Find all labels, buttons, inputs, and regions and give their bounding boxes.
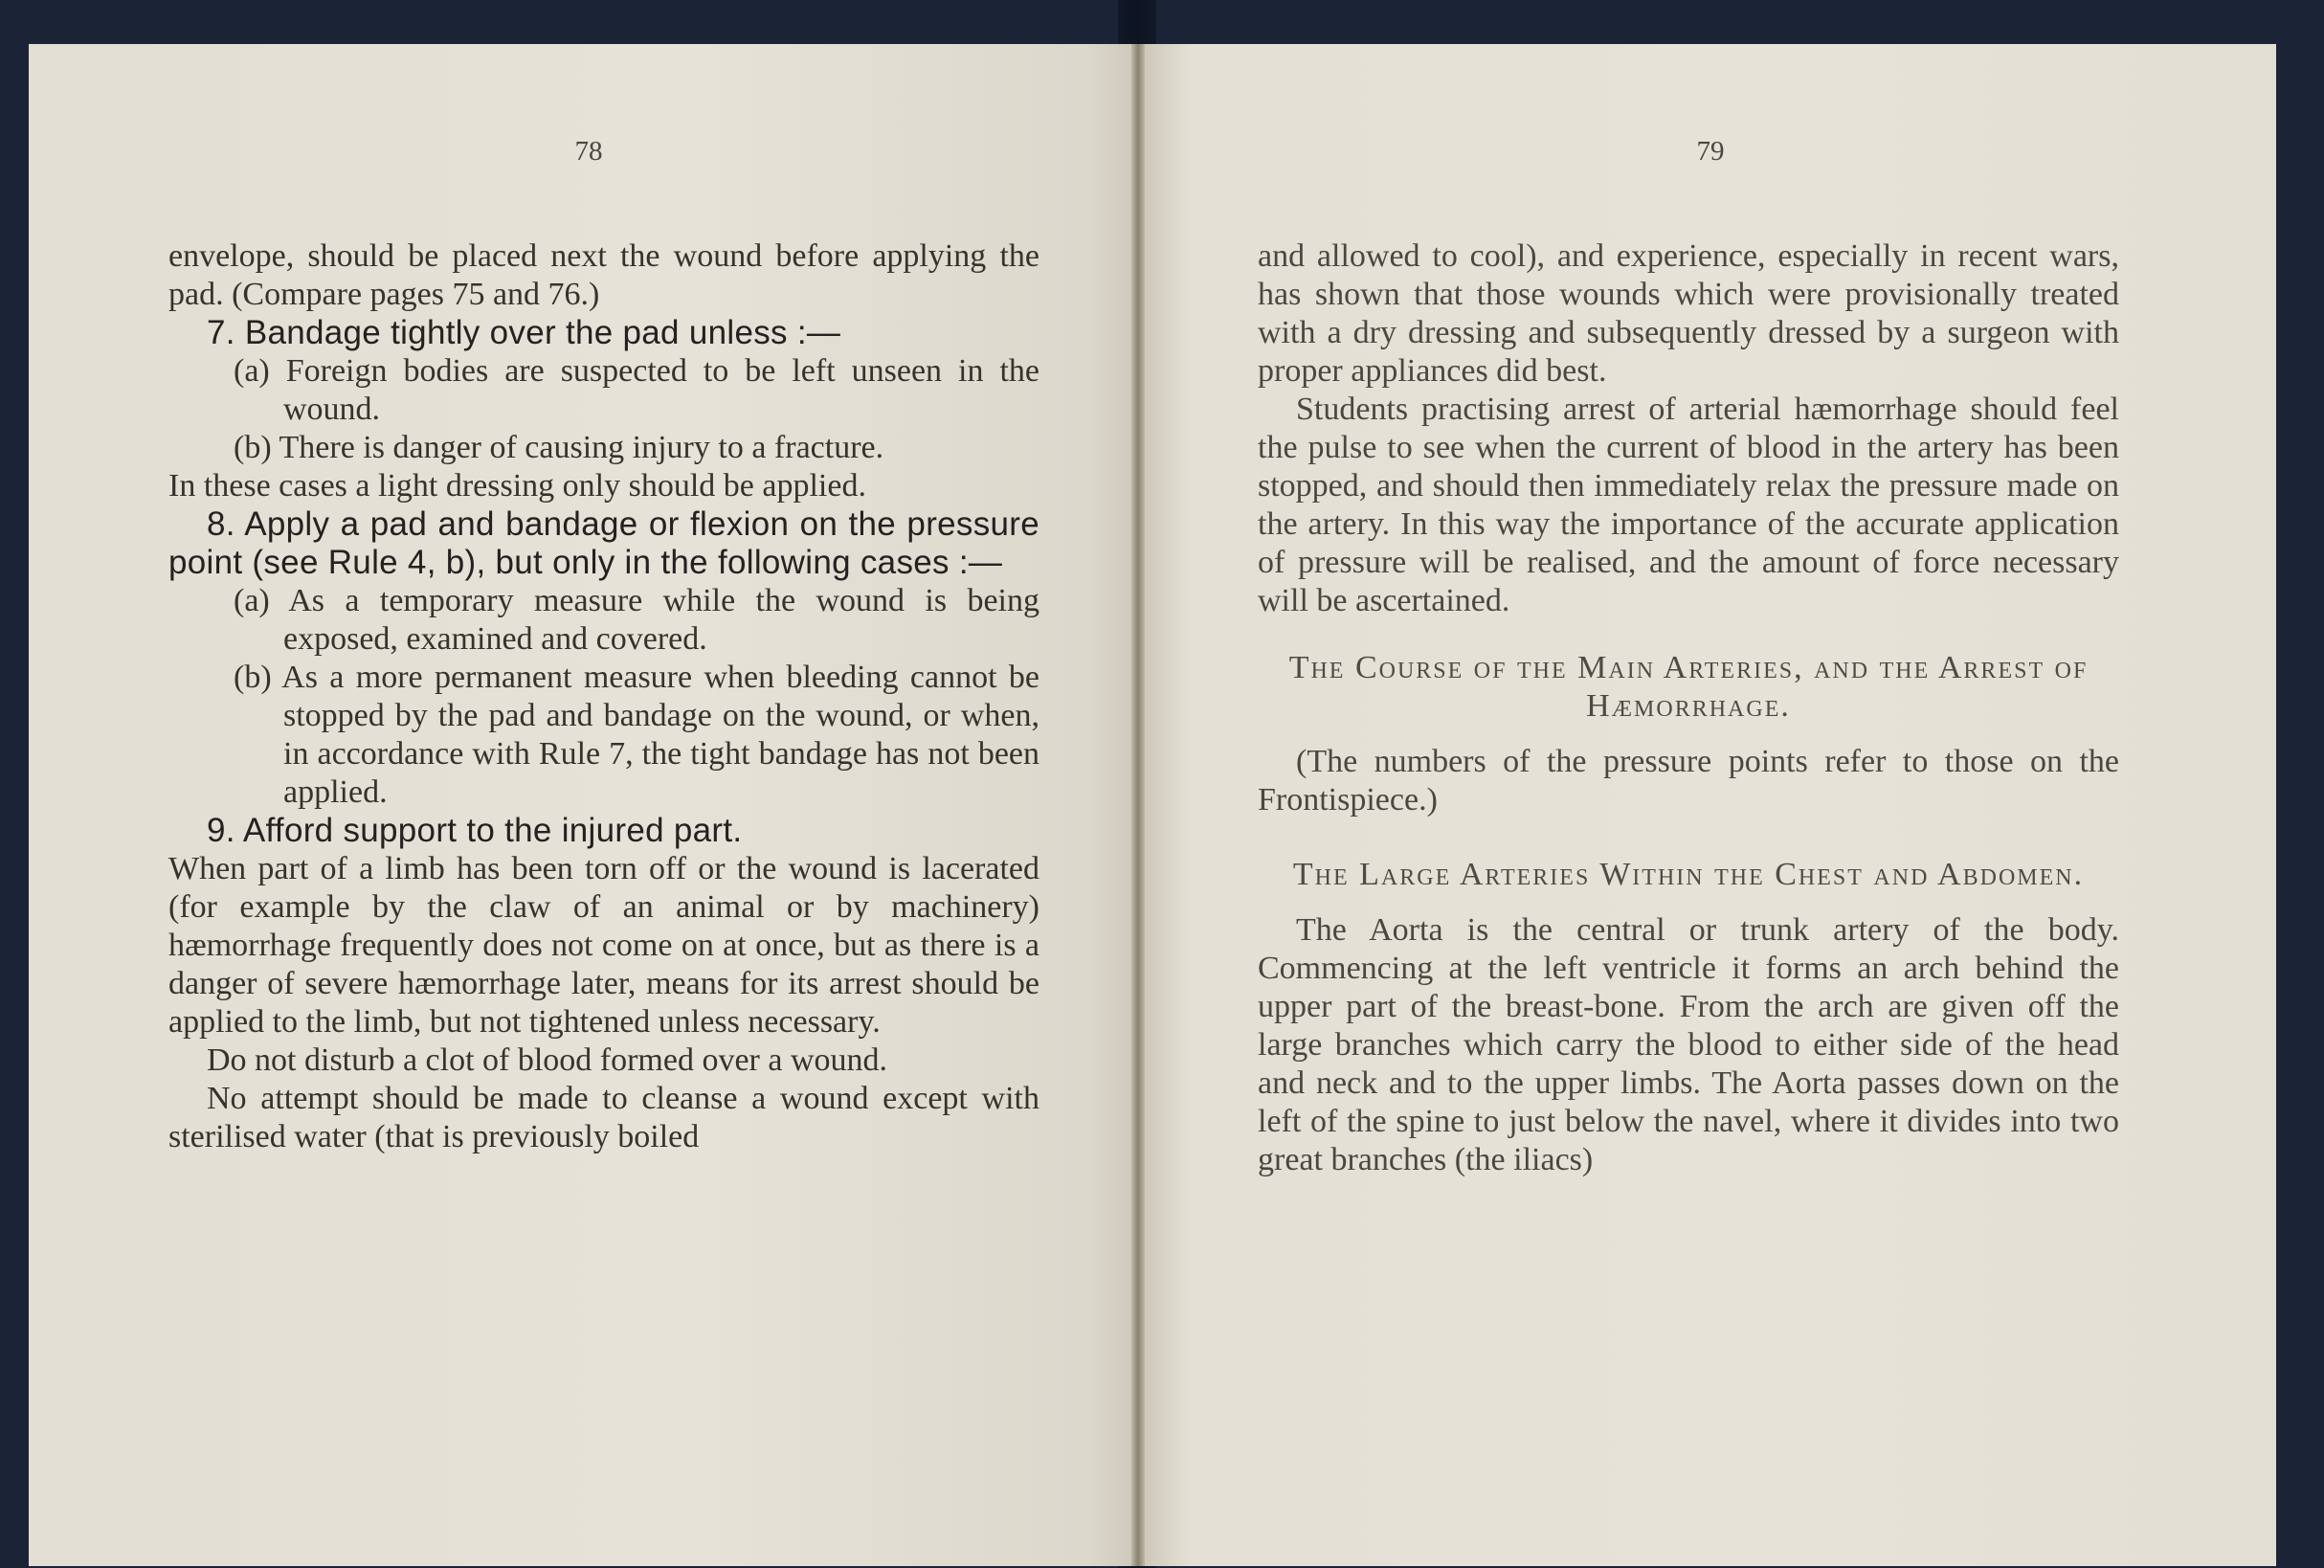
page-number-right: 79 — [1696, 136, 1725, 167]
rule-7-item-b: (b) There is danger of causing injury to a fracture. — [234, 430, 884, 465]
paragraph-frontispiece-note: (The numbers of the pressure points refer to those on the Frontispiece.) — [1258, 744, 2119, 818]
paragraph-aorta: The Aorta is the central or trunk artery of the body. Commencing at the left ventricle it forms an arch behind the upper part of the breast-bone. From the arch are given off the large branches which carry the blood to either side of the head and neck and to the upper limbs. The Aorta passes down on the left of the spine to just below the navel, where it divides into two great branches (the iliacs) — [1258, 912, 2119, 1177]
paragraph-clot: Do not disturb a clot of blood formed over a wound. — [207, 1042, 888, 1078]
rule-8-item-a: (a) As a temporary measure while the wound is being exposed, examined and covered. — [234, 583, 1039, 657]
right-page-text — [1258, 237, 2119, 1179]
paragraph-cleanse: No attempt should be made to cleanse a wound except with sterilised water (that is previously boiled — [168, 1081, 1039, 1154]
paragraph-torn-limb: When part of a limb has been torn off or the wound is lacerated (for example by the claw of an animal or by machinery) hæmorrhage frequently does not come on at once, but as there is a danger of severe hæmorrhage later, means for its arrest should be applied to the limb, but not tightened unless necessary. — [168, 851, 1039, 1040]
rule-8-heading: 8. Apply a pad and bandage or flexion on the pressure point (see Rule 4, b), but only in the following cases :— — [168, 505, 1039, 581]
book-gutter — [1131, 44, 1145, 1566]
paragraph-students: Students practising arrest of arterial hæmorrhage should feel the pulse to see when the current of blood in the artery has been stopped, and should then immediately relax the pressure made on the artery. In this way the importance of the accurate application of pressure will be realised, and the amount of force necessary will be ascertained. — [1258, 392, 2119, 618]
rule-7-heading: 7. Bandage tightly over the pad unless :— — [207, 314, 841, 351]
section-heading-main-arteries: The Course of the Main Arteries, and the Arrest of Hæmorrhage. — [1288, 650, 2089, 724]
paragraph-experience: and allowed to cool), and experience, especially in recent wars, has shown that those wounds which were provisionally treated with a dry dressing and subsequently dressed by a surgeon with proper appliances did best. — [1258, 238, 2119, 389]
rule-7-item-a: (a) Foreign bodies are suspected to be left unseen in the wound. — [234, 353, 1039, 427]
paragraph-envelope: envelope, should be placed next the wound before applying the pad. (Compare pages 75 and 76.) — [168, 238, 1039, 312]
page-number-left: 78 — [574, 136, 603, 167]
rule-8-item-b: (b) As a more permanent measure when bleeding cannot be stopped by the pad and bandage on the wound, or when, in accordance with Rule 7, the tight bandage has not been applied. — [234, 660, 1039, 810]
rule-9-heading: 9. Afford support to the injured part. — [207, 812, 743, 849]
left-page-text — [168, 237, 1039, 1156]
paragraph-light-dressing: In these cases a light dressing only should be applied. — [168, 468, 866, 504]
section-heading-large-arteries: The Large Arteries Within the Chest and Abdomen. — [1292, 857, 2085, 892]
